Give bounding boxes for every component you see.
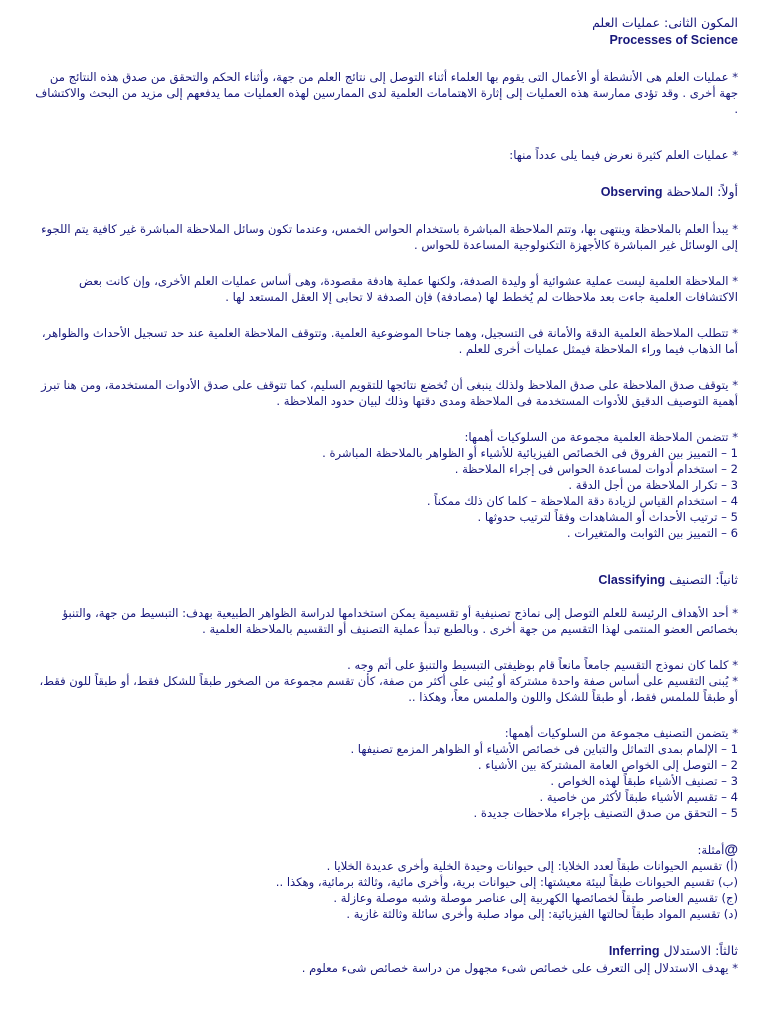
classifying-paragraph-1: * أحد الأهداف الرئيسة للعلم التوصل إلى نماذج تصنيفية أو تقسيمية يمكن استخدامها لدراسة الظواهر الطبيعية بهدف: التبسيط من جهة، والتنبؤ بخصائص العضو المنتمى لهذا التقسيم من جهة أخرى . وبالطبع تبدأ عملية التصنيف أو التقسيم بالملاحظة العلمية . (62, 606, 738, 636)
inferring-heading-arabic: ثالثاً: الاستدلال (663, 943, 738, 958)
observing-behaviors-list (30, 445, 738, 541)
observing-heading-arabic: أولاً: الملاحظة (666, 184, 738, 199)
section-title-english: Processes of Science (609, 33, 738, 47)
intro-list-lead: * عمليات العلم كثيرة نعرض فيما يلى عدداً منها: (509, 148, 738, 162)
examples-label-line (30, 841, 738, 858)
examples-marker: @ (724, 841, 738, 857)
inferring-paragraph-1: * يهدف الاستدلال إلى التعرف على خصائص شىء مجهول من دراسة خصائص شىء معلوم . (301, 961, 738, 975)
classifying-list-intro: * يتضمن التصنيف مجموعة من السلوكيات أهمها: (504, 726, 738, 740)
list-item: 1 – الإلمام بمدى التماثل والتباين فى خصائص الأشياء أو الظواهر المزمع تصنيفها . (350, 742, 738, 756)
inferring-heading-english: Inferring (608, 944, 660, 958)
inferring-heading (30, 942, 738, 960)
classifying-heading-english: Classifying (598, 573, 666, 587)
classifying-heading (30, 571, 738, 589)
examples-label: أمثلة: (697, 843, 725, 857)
section-title-english-line (30, 31, 738, 49)
list-item: (د) تقسيم المواد طبقاً لحالتها الفيزيائية: إلى مواد صلبة وأخرى سائلة وثالثة غازية . (346, 907, 738, 921)
observing-heading (30, 183, 738, 201)
observing-heading-english: Observing (600, 185, 663, 199)
list-item: (أ) تقسيم الحيوانات طبقاً لعدد الخلايا: إلى حيوانات وحيدة الخلية وأخرى عديدة الخلايا . (326, 859, 738, 873)
classifying-paragraph-2: * كلما كان نموذج التقسيم جامعاً مانعاً قام بوظيفتى التبسيط والتنبؤ على أتم وجه . (347, 658, 738, 672)
list-item: 3 – تكرار الملاحظة من أجل الدقة . (568, 478, 738, 492)
list-item: 4 – تقسيم الأشياء طبقاً لأكثر من خاصية . (539, 790, 738, 804)
observing-paragraph-4: * يتوقف صدق الملاحظة على صدق الملاحظ ولذلك ينبغى أن تُخضع نتائجها للتقويم السليم، كما تتوقف على صدق الأدوات المستخدمة، ومن هنا تبرز أهمية التوصيف الدقيق للأدوات المستخدمة فى الملاحظة ومدى دقتها وذلك لبيان حدود الملاحظة . (41, 378, 738, 408)
observing-paragraph-3: * تتطلب الملاحظة العلمية الدقة والأمانة فى التسجيل، وهما جناحا الموضوعية العلمية. وتتوقف الملاحظة العلمية عند حد تسجيل الأحداث والظواهر، أما الذهاب فيما وراء الملاحظة فيمثل عمليات أخرى للعلم . (41, 326, 738, 356)
list-item: 3 – تصنيف الأشياء طبقاً لهذه الخواص . (550, 774, 738, 788)
list-item: (ج) تقسيم العناصر طبقاً لخصائصها الكهربية إلى عناصر موصلة وشبه موصلة وعازلة . (333, 891, 738, 905)
intro-paragraph: * عمليات العلم هى الأنشطة أو الأعمال التى يقوم بها العلماء أثناء التوصل إلى نتائج العلم من جهة، وأثناء الحكم والتحقق من صدق هذه النتائج من جهة أخرى . وقد تؤدى ممارسة هذه العمليات إلى إثارة الاهتمامات العلمية لدى الممارسين لهذه العمليات مما يدفعهم إلى مزيد من البحث والاكتشاف . (35, 70, 738, 116)
observing-paragraph-2: * الملاحظة العلمية ليست عملية عشوائية أو وليدة الصدفة، ولكنها عملية هادفة مقصودة، وهى أساس عمليات العلم الأخرى، وإن كانت بعض الاكتشافات العلمية جاءت بعد ملاحظات لم يُخطط لها (مصادفة) فإن الصدفة لا تحابى إلا العقل المستعد لها . (79, 274, 738, 304)
list-item: 4 – استخدام القياس لزيادة دقة الملاحظة – كلما كان ذلك ممكناً . (426, 494, 738, 508)
list-item: 1 – التمييز بين الفروق فى الخصائص الفيزيائية للأشياء أو الظواهر بالملاحظة المباشرة . (322, 446, 738, 460)
classifying-paragraph-3: * يُبنى التقسيم على أساس صفة واحدة مشتركة أو يُبنى على أكثر من صفة، كأن تقسم مجموعة من الصخور طبقاً للشكل فقط، أو طبقاً للون فقط، أو طبقاً للملمس فقط، أو طبقاً للشكل واللون والملمس معاً، وهكذا .. (39, 674, 738, 704)
list-item: 2 – التوصل إلى الخواص العامة المشتركة بين الأشياء . (477, 758, 738, 772)
list-item: 6 – التمييز بين الثوابت والمتغيرات . (566, 526, 738, 540)
section-title (30, 14, 738, 31)
list-item: 2 – استخدام أدوات لمساعدة الحواس فى إجراء الملاحظة . (454, 462, 738, 476)
list-item: 5 – التحقق من صدق التصنيف بإجراء ملاحظات جديدة . (473, 806, 738, 820)
observing-paragraph-1: * يبدأ العلم بالملاحظة وينتهى بها، وتتم الملاحظة المباشرة باستخدام الحواس الخمس، وعندما تكون وسائل الملاحظة المباشرة غير كافية يتم اللجوء إلى الوسائل غير المباشرة كالأجهزة التكنولوجية المساعدة للحواس . (41, 222, 738, 252)
classifying-behaviors-list (30, 741, 738, 821)
classifying-heading-arabic: ثانياً: التصنيف (669, 572, 738, 587)
observing-list-intro: * تتضمن الملاحظة العلمية مجموعة من السلوكيات أهمها: (464, 430, 738, 444)
list-item: 5 – ترتيب الأحداث أو المشاهدات وفقاً لترتيب حدوثها . (477, 510, 738, 524)
list-item: (ب) تقسيم الحيوانات طبقاً لبيئة معيشتها: إلى حيوانات برية، وأخرى مائية، وثالثة برمائية، وهكذا .. (275, 875, 738, 889)
examples-list (30, 858, 738, 922)
section-title-arabic: المكون الثانى: عمليات العلم (592, 15, 738, 30)
